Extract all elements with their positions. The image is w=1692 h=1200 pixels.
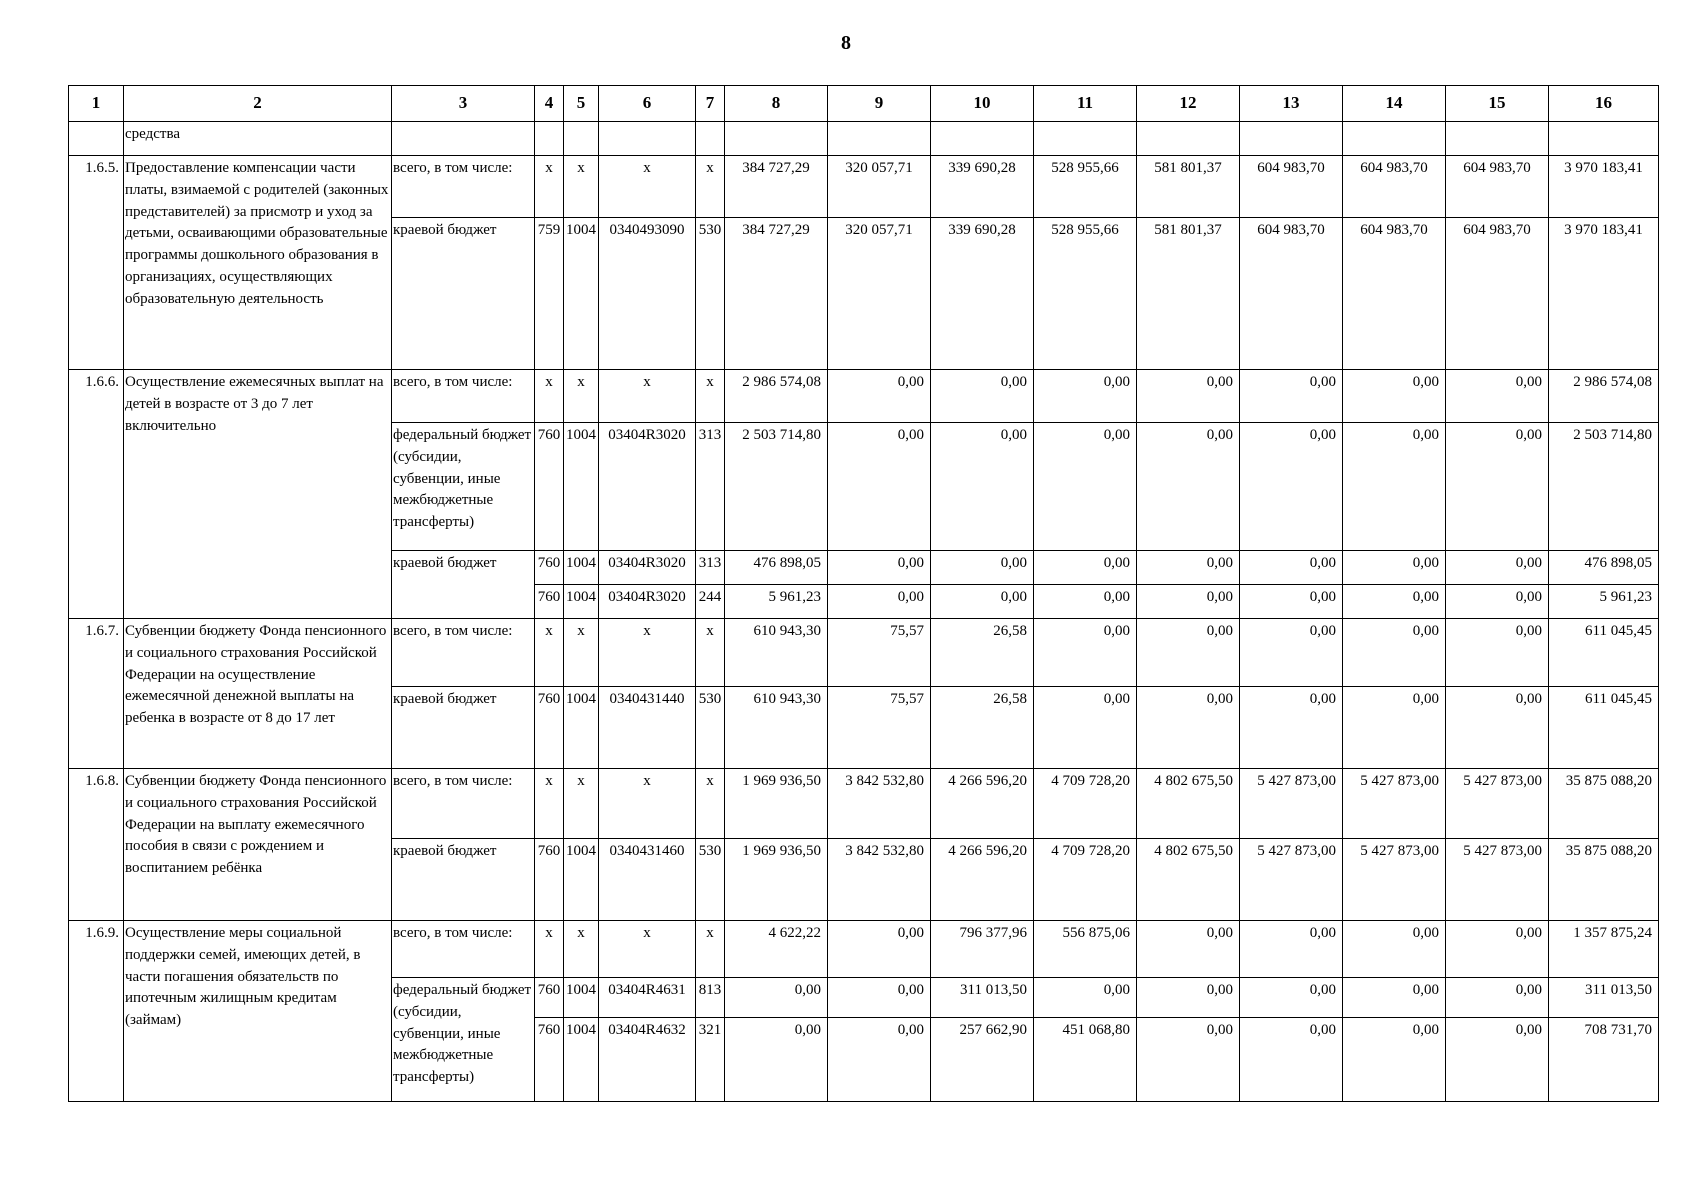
code-cell: х: [535, 619, 564, 687]
code-cell: 530: [696, 839, 725, 921]
amount-cell: 604 983,70: [1343, 156, 1446, 218]
code-cell: 760: [535, 423, 564, 551]
funding-source: федеральный бюджет (субсидии, субвенции, иные межбюджетные трансферты): [392, 423, 535, 551]
code-cell: х: [696, 769, 725, 839]
amount-cell: 610 943,30: [725, 619, 828, 687]
funding-source: всего, в том числе:: [392, 769, 535, 839]
amount-cell: 581 801,37: [1137, 218, 1240, 370]
amount-cell: 476 898,05: [1549, 551, 1659, 585]
column-header: 12: [1137, 86, 1240, 122]
item-name: средства: [124, 122, 392, 156]
amount-cell: 1 357 875,24: [1549, 921, 1659, 978]
table-row: [69, 370, 1659, 423]
code-cell: 313: [696, 423, 725, 551]
empty-cell: [1034, 122, 1137, 156]
amount-cell: 604 983,70: [1446, 218, 1549, 370]
amount-cell: 384 727,29: [725, 156, 828, 218]
funding-source: федеральный бюджет (субсидии, субвенции, иные межбюджетные трансферты): [392, 978, 535, 1102]
amount-cell: 4 622,22: [725, 921, 828, 978]
code-cell: 0340493090: [599, 218, 696, 370]
amount-cell: 0,00: [1034, 978, 1137, 1018]
amount-cell: 0,00: [1137, 619, 1240, 687]
code-cell: 0340431440: [599, 687, 696, 769]
amount-cell: 0,00: [828, 921, 931, 978]
code-cell: 760: [535, 551, 564, 585]
row-number: 1.6.7.: [69, 619, 124, 769]
row-number: 1.6.8.: [69, 769, 124, 921]
funding-source: всего, в том числе:: [392, 921, 535, 978]
code-cell: 530: [696, 218, 725, 370]
empty-cell: [828, 122, 931, 156]
amount-cell: 611 045,45: [1549, 619, 1659, 687]
code-cell: х: [535, 769, 564, 839]
item-name: Субвенции бюджету Фонда пенсионного и социального страхования Российской Федерации на выплату ежемесячного пособия в связи с рождением и воспитанием ребёнка: [124, 769, 392, 921]
amount-cell: 311 013,50: [931, 978, 1034, 1018]
amount-cell: 0,00: [1137, 370, 1240, 423]
amount-cell: 0,00: [1034, 585, 1137, 619]
empty-cell: [1549, 122, 1659, 156]
amount-cell: 5 427 873,00: [1343, 839, 1446, 921]
code-cell: х: [564, 619, 599, 687]
amount-cell: 604 983,70: [1240, 156, 1343, 218]
amount-cell: 5 427 873,00: [1240, 769, 1343, 839]
amount-cell: 0,00: [1446, 370, 1549, 423]
amount-cell: 0,00: [1240, 585, 1343, 619]
amount-cell: 0,00: [1343, 551, 1446, 585]
amount-cell: 0,00: [1137, 978, 1240, 1018]
amount-cell: 0,00: [1034, 551, 1137, 585]
empty-cell: [931, 122, 1034, 156]
amount-cell: 0,00: [1137, 1018, 1240, 1102]
amount-cell: 35 875 088,20: [1549, 839, 1659, 921]
amount-cell: 0,00: [1240, 687, 1343, 769]
amount-cell: 0,00: [1137, 585, 1240, 619]
column-header: 3: [392, 86, 535, 122]
code-cell: 759: [535, 218, 564, 370]
code-cell: 1004: [564, 978, 599, 1018]
amount-cell: 0,00: [828, 1018, 931, 1102]
amount-cell: 611 045,45: [1549, 687, 1659, 769]
column-header: 16: [1549, 86, 1659, 122]
column-header: 13: [1240, 86, 1343, 122]
table-header-row: [69, 86, 1659, 122]
code-cell: х: [599, 921, 696, 978]
code-cell: х: [696, 370, 725, 423]
column-header: 8: [725, 86, 828, 122]
code-cell: 1004: [564, 839, 599, 921]
amount-cell: 2 986 574,08: [1549, 370, 1659, 423]
code-cell: х: [535, 921, 564, 978]
amount-cell: 3 970 183,41: [1549, 218, 1659, 370]
code-cell: х: [599, 769, 696, 839]
amount-cell: 0,00: [1446, 619, 1549, 687]
code-cell: х: [696, 921, 725, 978]
amount-cell: 476 898,05: [725, 551, 828, 585]
empty-cell: [725, 122, 828, 156]
amount-cell: 311 013,50: [1549, 978, 1659, 1018]
code-cell: 1004: [564, 585, 599, 619]
amount-cell: 604 983,70: [1240, 218, 1343, 370]
amount-cell: 0,00: [1034, 619, 1137, 687]
funding-source: краевой бюджет: [392, 218, 535, 370]
funding-source: всего, в том числе:: [392, 156, 535, 218]
code-cell: х: [696, 156, 725, 218]
code-cell: 03404R3020: [599, 585, 696, 619]
column-header: 4: [535, 86, 564, 122]
amount-cell: 796 377,96: [931, 921, 1034, 978]
empty-cell: [1343, 122, 1446, 156]
amount-cell: 0,00: [1240, 423, 1343, 551]
row-number: 1.6.5.: [69, 156, 124, 370]
amount-cell: 0,00: [1446, 687, 1549, 769]
amount-cell: 0,00: [828, 551, 931, 585]
amount-cell: 5 427 873,00: [1446, 769, 1549, 839]
code-cell: х: [599, 370, 696, 423]
amount-cell: 0,00: [725, 978, 828, 1018]
amount-cell: 0,00: [1240, 551, 1343, 585]
column-header: 10: [931, 86, 1034, 122]
amount-cell: 0,00: [1446, 921, 1549, 978]
amount-cell: 0,00: [1446, 423, 1549, 551]
amount-cell: 3 842 532,80: [828, 769, 931, 839]
amount-cell: 0,00: [1343, 687, 1446, 769]
amount-cell: 451 068,80: [1034, 1018, 1137, 1102]
code-cell: 760: [535, 839, 564, 921]
amount-cell: 1 969 936,50: [725, 839, 828, 921]
amount-cell: 0,00: [1240, 921, 1343, 978]
amount-cell: 26,58: [931, 619, 1034, 687]
code-cell: х: [564, 156, 599, 218]
code-cell: х: [599, 156, 696, 218]
amount-cell: 384 727,29: [725, 218, 828, 370]
amount-cell: 5 427 873,00: [1343, 769, 1446, 839]
amount-cell: 556 875,06: [1034, 921, 1137, 978]
amount-cell: 604 983,70: [1446, 156, 1549, 218]
amount-cell: 5 427 873,00: [1446, 839, 1549, 921]
code-cell: 313: [696, 551, 725, 585]
code-cell: 1004: [564, 687, 599, 769]
code-cell: 760: [535, 585, 564, 619]
column-header: 14: [1343, 86, 1446, 122]
funding-source: краевой бюджет: [392, 551, 535, 619]
amount-cell: 0,00: [931, 551, 1034, 585]
column-header: 7: [696, 86, 725, 122]
amount-cell: 5 427 873,00: [1240, 839, 1343, 921]
code-cell: 760: [535, 978, 564, 1018]
amount-cell: 604 983,70: [1343, 218, 1446, 370]
amount-cell: 4 266 596,20: [931, 769, 1034, 839]
amount-cell: 610 943,30: [725, 687, 828, 769]
code-cell: х: [535, 370, 564, 423]
amount-cell: 0,00: [931, 585, 1034, 619]
amount-cell: 35 875 088,20: [1549, 769, 1659, 839]
item-name: Осуществление меры социальной поддержки семей, имеющих детей, в части погашения обязательств по ипотечным жилищным кредитам (займам): [124, 921, 392, 1102]
amount-cell: 0,00: [1343, 619, 1446, 687]
code-cell: 03404R3020: [599, 551, 696, 585]
empty-cell: [1446, 122, 1549, 156]
amount-cell: 0,00: [1137, 687, 1240, 769]
amount-cell: 4 709 728,20: [1034, 769, 1137, 839]
amount-cell: 0,00: [725, 1018, 828, 1102]
budget-table: [68, 85, 1659, 1102]
code-cell: 0340431460: [599, 839, 696, 921]
amount-cell: 257 662,90: [931, 1018, 1034, 1102]
column-header: 9: [828, 86, 931, 122]
amount-cell: 0,00: [1343, 585, 1446, 619]
amount-cell: 0,00: [1343, 978, 1446, 1018]
item-name: Субвенции бюджету Фонда пенсионного и социального страхования Российской Федерации на осуществление ежемесячной денежной выплаты на ребенка в возрасте от 8 до 17 лет: [124, 619, 392, 769]
code-cell: 760: [535, 1018, 564, 1102]
column-header: 5: [564, 86, 599, 122]
code-cell: 03404R3020: [599, 423, 696, 551]
code-cell: 321: [696, 1018, 725, 1102]
empty-cell: [696, 122, 725, 156]
code-cell: х: [564, 921, 599, 978]
amount-cell: 528 955,66: [1034, 156, 1137, 218]
code-cell: 813: [696, 978, 725, 1018]
continuation-row: [69, 122, 1659, 156]
table-row: [69, 921, 1659, 978]
table-row: [69, 769, 1659, 839]
amount-cell: 0,00: [828, 978, 931, 1018]
empty-cell: [1240, 122, 1343, 156]
code-cell: 1004: [564, 551, 599, 585]
amount-cell: 5 961,23: [725, 585, 828, 619]
code-cell: х: [564, 769, 599, 839]
amount-cell: 0,00: [1343, 921, 1446, 978]
code-cell: 1004: [564, 423, 599, 551]
amount-cell: 0,00: [1446, 978, 1549, 1018]
amount-cell: 1 969 936,50: [725, 769, 828, 839]
table-row: [69, 156, 1659, 218]
code-cell: 03404R4631: [599, 978, 696, 1018]
amount-cell: 528 955,66: [1034, 218, 1137, 370]
amount-cell: 0,00: [828, 585, 931, 619]
amount-cell: 0,00: [1240, 619, 1343, 687]
amount-cell: 0,00: [1137, 921, 1240, 978]
row-number: 1.6.6.: [69, 370, 124, 619]
empty-cell: [535, 122, 564, 156]
amount-cell: 0,00: [1343, 423, 1446, 551]
code-cell: 760: [535, 687, 564, 769]
amount-cell: 2 986 574,08: [725, 370, 828, 423]
funding-source: всего, в том числе:: [392, 619, 535, 687]
code-cell: 1004: [564, 218, 599, 370]
amount-cell: 320 057,71: [828, 156, 931, 218]
row-number: [69, 122, 124, 156]
code-cell: х: [599, 619, 696, 687]
amount-cell: 0,00: [931, 370, 1034, 423]
code-cell: 1004: [564, 1018, 599, 1102]
amount-cell: 0,00: [828, 423, 931, 551]
code-cell: 244: [696, 585, 725, 619]
table-row: [69, 619, 1659, 687]
funding-source: краевой бюджет: [392, 687, 535, 769]
amount-cell: 320 057,71: [828, 218, 931, 370]
amount-cell: 26,58: [931, 687, 1034, 769]
funding-source: краевой бюджет: [392, 839, 535, 921]
amount-cell: 3 842 532,80: [828, 839, 931, 921]
empty-cell: [1137, 122, 1240, 156]
column-header: 1: [69, 86, 124, 122]
amount-cell: 0,00: [1137, 551, 1240, 585]
amount-cell: 0,00: [1446, 585, 1549, 619]
amount-cell: 708 731,70: [1549, 1018, 1659, 1102]
empty-cell: [564, 122, 599, 156]
amount-cell: 5 961,23: [1549, 585, 1659, 619]
amount-cell: 4 266 596,20: [931, 839, 1034, 921]
amount-cell: 339 690,28: [931, 156, 1034, 218]
amount-cell: 0,00: [1240, 978, 1343, 1018]
amount-cell: 3 970 183,41: [1549, 156, 1659, 218]
amount-cell: 0,00: [1446, 551, 1549, 585]
column-header: 11: [1034, 86, 1137, 122]
amount-cell: 4 709 728,20: [1034, 839, 1137, 921]
amount-cell: 0,00: [1034, 423, 1137, 551]
page-number: 8: [841, 32, 851, 54]
amount-cell: 0,00: [1240, 1018, 1343, 1102]
item-name: Осуществление ежемесячных выплат на детей в возрасте от 3 до 7 лет включительно: [124, 370, 392, 619]
funding-source: всего, в том числе:: [392, 370, 535, 423]
code-cell: х: [564, 370, 599, 423]
column-header: 15: [1446, 86, 1549, 122]
amount-cell: 0,00: [1137, 423, 1240, 551]
code-cell: х: [696, 619, 725, 687]
amount-cell: 75,57: [828, 687, 931, 769]
code-cell: х: [535, 156, 564, 218]
column-header: 6: [599, 86, 696, 122]
empty-cell: [392, 122, 535, 156]
amount-cell: 0,00: [1240, 370, 1343, 423]
amount-cell: 2 503 714,80: [725, 423, 828, 551]
empty-cell: [599, 122, 696, 156]
amount-cell: 0,00: [828, 370, 931, 423]
amount-cell: 0,00: [931, 423, 1034, 551]
amount-cell: 0,00: [1446, 1018, 1549, 1102]
amount-cell: 75,57: [828, 619, 931, 687]
amount-cell: 0,00: [1034, 687, 1137, 769]
code-cell: 530: [696, 687, 725, 769]
amount-cell: 0,00: [1034, 370, 1137, 423]
amount-cell: 2 503 714,80: [1549, 423, 1659, 551]
code-cell: 03404R4632: [599, 1018, 696, 1102]
amount-cell: 0,00: [1343, 1018, 1446, 1102]
amount-cell: 4 802 675,50: [1137, 839, 1240, 921]
column-header: 2: [124, 86, 392, 122]
amount-cell: 339 690,28: [931, 218, 1034, 370]
amount-cell: 4 802 675,50: [1137, 769, 1240, 839]
amount-cell: 581 801,37: [1137, 156, 1240, 218]
item-name: Предоставление компенсации части платы, взимаемой с родителей (законных представителей) за присмотр и уход за детьми, осваивающими образовательные программы дошкольного образования в организациях, осуществляющих образовательную деятельность: [124, 156, 392, 370]
row-number: 1.6.9.: [69, 921, 124, 1102]
amount-cell: 0,00: [1343, 370, 1446, 423]
